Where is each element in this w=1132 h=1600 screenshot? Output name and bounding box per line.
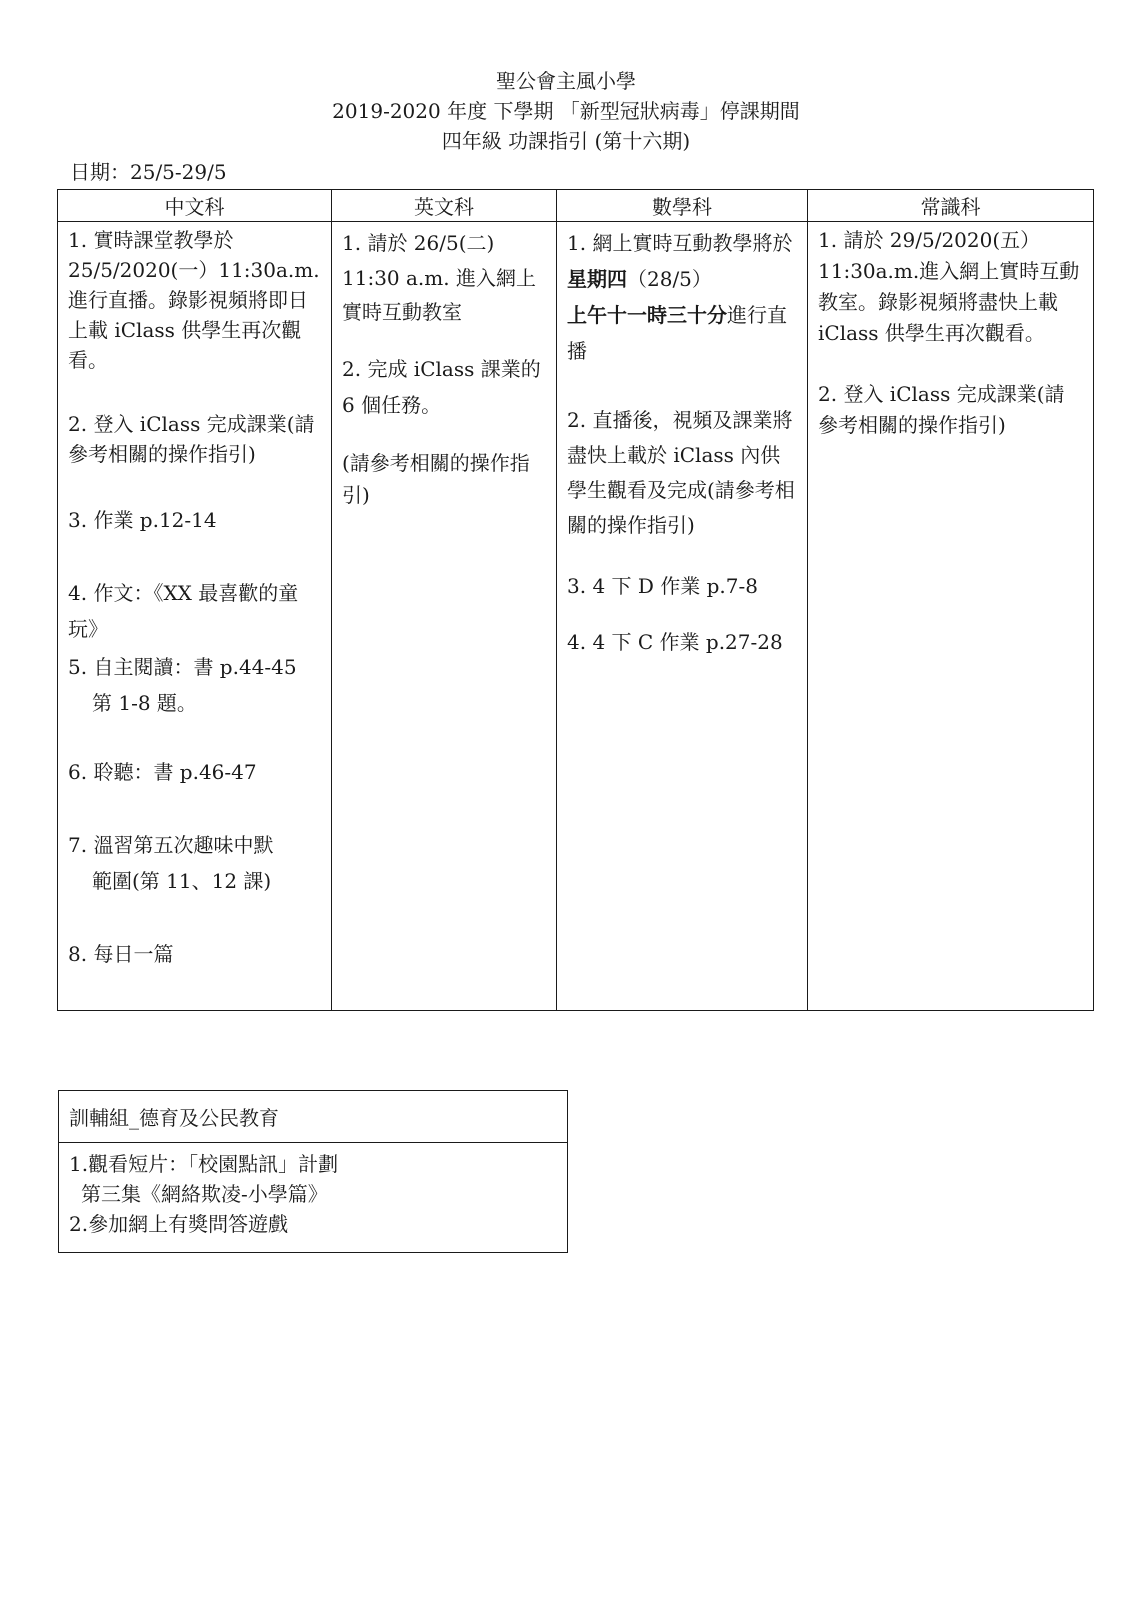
school-name: 聖公會主風小學 (496, 69, 636, 93)
math-item-3: 3. 4 下 D 作業 p.7-8 (567, 574, 758, 598)
chinese-item-5: 5. 自主閱讀：書 p.44-45 (68, 655, 297, 679)
math-item-1-time: 上午十一時三十分 (567, 303, 727, 327)
chinese-item-2: 2. 登入 iClass 完成課業(請參考相關的操作指引) (68, 412, 315, 466)
chinese-item-3: 3. 作業 p.12-14 (68, 508, 217, 532)
homework-table (57, 189, 1094, 1011)
column-header-english: 英文科 (332, 190, 557, 222)
math-item-4: 4. 4 下 C 作業 p.27-28 (567, 630, 783, 654)
moral-education-box (58, 1090, 568, 1253)
chinese-item-8: 8. 每日一篇 (68, 942, 174, 966)
moral-item-2: 2.參加網上有獎問答遊戲 (69, 1212, 289, 1236)
chinese-item-6: 6. 聆聽：書 p.46-47 (68, 760, 257, 784)
general-item-1: 1. 請於 29/5/2020(五）11:30a.m.進入網上實時互動教室。錄影視頻將盡快上載 iClass 供學生再次觀看。 (818, 228, 1080, 345)
general-cell (808, 222, 1094, 1011)
chinese-item-7: 7. 溫習第五次趣味中默 (68, 833, 274, 857)
table-header-row (58, 190, 1094, 222)
column-header-general: 常識科 (808, 190, 1094, 222)
chinese-item-5-detail: 第 1-8 題。 (92, 691, 197, 715)
english-item-1: 1. 請於 26/5(二) (342, 231, 495, 255)
page-header (0, 66, 1132, 156)
column-header-math: 數學科 (557, 190, 808, 222)
chinese-item-1: 1. 實時課堂教學於25/5/2020(一）11:30a.m.進行直播。錄影視頻將即日上載 iClass 供學生再次觀看。 (68, 228, 320, 372)
math-item-1-end: 進行直播 (567, 303, 787, 363)
table-row (58, 222, 1094, 1011)
column-header-chinese: 中文科 (58, 190, 332, 222)
chinese-item-4: 4. 作文：《XX 最喜歡的童玩》 (68, 581, 299, 641)
moral-item-1-detail: 第三集《網絡欺凌-小學篇》 (81, 1182, 328, 1206)
math-item-1-date: （28/5） (627, 267, 712, 291)
math-cell (557, 222, 808, 1011)
english-cell (332, 222, 557, 1011)
moral-education-body (59, 1143, 568, 1253)
date-label: 日期：25/5-29/5 (70, 160, 227, 184)
english-item-1-detail: 11:30 a.m. 進入網上實時互動教室 (342, 266, 536, 324)
moral-education-title: 訓輔組_德育及公民教育 (59, 1091, 568, 1143)
math-item-1-text: 1. 網上實時互動教學將於 (567, 231, 793, 255)
moral-item-1: 1.觀看短片：「校園點訊」計劃 (69, 1152, 339, 1176)
math-item-1-day: 星期四 (567, 267, 627, 291)
chinese-cell (58, 222, 332, 1011)
page-title: 四年級 功課指引 (第十六期) (441, 129, 691, 153)
term-title: 2019-2020 年度 下學期 「新型冠狀病毒」停課期間 (332, 99, 800, 123)
general-item-2: 2. 登入 iClass 完成課業(請參考相關的操作指引) (818, 382, 1065, 437)
math-item-1 (567, 225, 797, 369)
english-item-3: (請參考相關的操作指引) (342, 451, 530, 507)
math-item-2: 2. 直播後，視頻及課業將盡快上載於 iClass 內供學生觀看及完成(請參考相關的操作指引) (567, 408, 795, 537)
english-item-2: 2. 完成 iClass 課業的 6 個任務。 (342, 357, 541, 417)
chinese-item-7-detail: 範圍(第 11、12 課) (92, 869, 272, 893)
